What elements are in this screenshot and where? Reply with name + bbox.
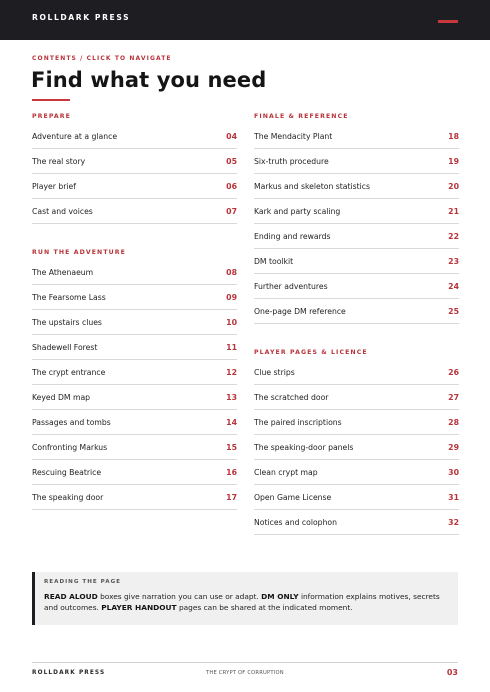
toc-entry[interactable] (254, 199, 459, 224)
reading-guide-box (32, 572, 458, 625)
toc-entry-label: Clean crypt map (254, 467, 318, 477)
toc-entry-label: The upstairs clues (32, 317, 102, 327)
title-underline (32, 99, 70, 101)
page-number: 03 (446, 668, 458, 677)
toc-entry-page: 26 (448, 367, 459, 377)
toc-entry-page: 08 (226, 267, 237, 277)
toc-entry[interactable] (254, 360, 459, 385)
contents-kicker: CONTENTS / CLICK TO NAVIGATE (32, 55, 172, 62)
toc-entry[interactable] (32, 485, 237, 510)
toc-entry[interactable] (32, 149, 237, 174)
toc-entry[interactable] (32, 310, 237, 335)
toc-entry-label: Markus and skeleton statistics (254, 181, 371, 191)
toc-entry[interactable] (32, 335, 237, 360)
toc-entry-label: Adventure at a glance (32, 131, 118, 141)
toc-entry-label: One-page DM reference (254, 306, 346, 316)
toc-section-player-pages-licence (254, 348, 459, 535)
toc-entry[interactable] (254, 435, 459, 460)
read-aloud-term: READ ALOUD (44, 592, 98, 601)
toc-entry[interactable] (32, 360, 237, 385)
toc-entry[interactable] (254, 124, 459, 149)
section-spacer (254, 324, 459, 348)
toc-entry-page: 09 (226, 292, 237, 302)
section-spacer (32, 224, 237, 248)
toc-entry-label: The crypt entrance (32, 367, 106, 377)
toc-entry[interactable] (254, 174, 459, 199)
toc-entry-label: Passages and tombs (32, 417, 111, 427)
toc-entry-page: 16 (226, 467, 237, 477)
toc-entry-page: 11 (226, 342, 237, 352)
toc-entry[interactable] (254, 460, 459, 485)
toc-entry-page: 17 (226, 492, 237, 502)
toc-entry-page: 25 (448, 306, 459, 316)
toc-entry-page: 24 (448, 281, 459, 291)
page-title: Find what you need (31, 68, 267, 92)
toc-entry-page: 27 (448, 392, 459, 402)
toc-entry-label: The real story (32, 156, 86, 166)
section-heading: PREPARE (32, 113, 71, 120)
reading-guide-heading: READING THE PAGE (44, 579, 121, 585)
toc-entry-label: The speaking-door panels (254, 442, 354, 452)
toc-entry[interactable] (32, 435, 237, 460)
toc-entry-page: 14 (226, 417, 237, 427)
toc-entry-page: 22 (448, 231, 459, 241)
toc-entry[interactable] (32, 260, 237, 285)
brand-accent-mark (438, 20, 458, 23)
toc-entry[interactable] (254, 249, 459, 274)
toc-entry[interactable] (254, 410, 459, 435)
toc-entry-page: 07 (226, 206, 237, 216)
toc-entry-label: Clue strips (254, 367, 295, 377)
toc-entry-label: Kark and party scaling (254, 206, 341, 216)
toc-entry-page: 06 (226, 181, 237, 191)
footer-divider (32, 662, 458, 663)
toc-entry-label: Ending and rewards (254, 231, 331, 241)
toc-entry-label: Notices and colophon (254, 517, 338, 527)
footer-brand: ROLLDARK PRESS (32, 670, 106, 676)
toc-entry[interactable] (32, 460, 237, 485)
toc-entry-label: Rescuing Beatrice (32, 467, 102, 477)
top-bar (0, 0, 490, 40)
toc-entry[interactable] (32, 124, 237, 149)
toc-entry-label: Cast and voices (32, 206, 93, 216)
toc-entry-page: 32 (448, 517, 459, 527)
toc-entry[interactable] (32, 199, 237, 224)
toc-entry[interactable] (254, 510, 459, 535)
toc-entry-label: Keyed DM map (32, 392, 91, 402)
toc-entry[interactable] (32, 285, 237, 310)
toc-entry-page: 28 (448, 417, 459, 427)
toc-entry-page: 20 (448, 181, 459, 191)
reading-guide-fragment: boxes give narration you can use or adapt. (97, 592, 262, 601)
toc-entry-page: 21 (448, 206, 459, 216)
reading-guide-fragment: information explains motives, secrets and outcomes. (44, 592, 440, 612)
toc-entry[interactable] (254, 149, 459, 174)
toc-entry-page: 30 (448, 467, 459, 477)
toc-entry-label: The Athenaeum (32, 267, 94, 277)
toc-entry-page: 10 (226, 317, 237, 327)
toc-entry-page: 29 (448, 442, 459, 452)
toc-entry-page: 05 (226, 156, 237, 166)
section-heading: FINALE & REFERENCE (254, 113, 349, 120)
toc-entry-label: The speaking door (32, 492, 104, 502)
toc-entry-label: Player brief (32, 181, 76, 191)
toc-entry-label: The Fearsome Lass (32, 292, 106, 302)
toc-entry-page: 31 (448, 492, 459, 502)
toc-entry-label: The paired inscriptions (254, 417, 342, 427)
toc-section-run-the-adventure (32, 248, 237, 510)
toc-entry[interactable] (254, 274, 459, 299)
toc-entry[interactable] (254, 485, 459, 510)
reading-guide-fragment: pages can be shared at the indicated moment. (176, 603, 353, 612)
toc-entry[interactable] (32, 385, 237, 410)
player-handout-term: PLAYER HANDOUT (101, 603, 177, 612)
toc-entry-label: Confronting Markus (32, 442, 108, 452)
toc-entry-page: 04 (226, 131, 237, 141)
toc-entry-label: Open Game License (254, 492, 332, 502)
toc-entry-label: The Mendacity Plant (254, 131, 333, 141)
toc-entry-page: 19 (448, 156, 459, 166)
toc-entry-page: 23 (448, 256, 459, 266)
toc-entry-label: The scratched door (254, 392, 329, 402)
section-heading: RUN THE ADVENTURE (32, 249, 126, 256)
toc-section-finale-reference (254, 112, 459, 324)
section-heading: PLAYER PAGES & LICENCE (254, 349, 368, 356)
toc-entry[interactable] (254, 299, 459, 324)
toc-entry[interactable] (32, 174, 237, 199)
toc-entry[interactable] (254, 385, 459, 410)
toc-entry-label: Shadewell Forest (32, 342, 98, 352)
footer-title: THE CRYPT OF CORRUPTION (206, 670, 284, 676)
toc-entry-page: 18 (448, 131, 459, 141)
toc-entry[interactable] (32, 410, 237, 435)
toc-section-prepare (32, 112, 237, 224)
toc-entry-label: Further adventures (254, 281, 328, 291)
reading-guide-text (44, 591, 449, 613)
dm-only-term: DM ONLY (261, 592, 299, 601)
toc-entry-label: Six-truth procedure (254, 156, 329, 166)
toc-entry-page: 15 (226, 442, 237, 452)
toc-entry-page: 13 (226, 392, 237, 402)
toc-left-column (32, 112, 237, 510)
toc-right-column (254, 112, 459, 535)
toc-entry-label: DM toolkit (254, 256, 294, 266)
toc-entry-page: 12 (226, 367, 237, 377)
publisher-brand: ROLLDARK PRESS (32, 13, 131, 22)
toc-entry[interactable] (254, 224, 459, 249)
